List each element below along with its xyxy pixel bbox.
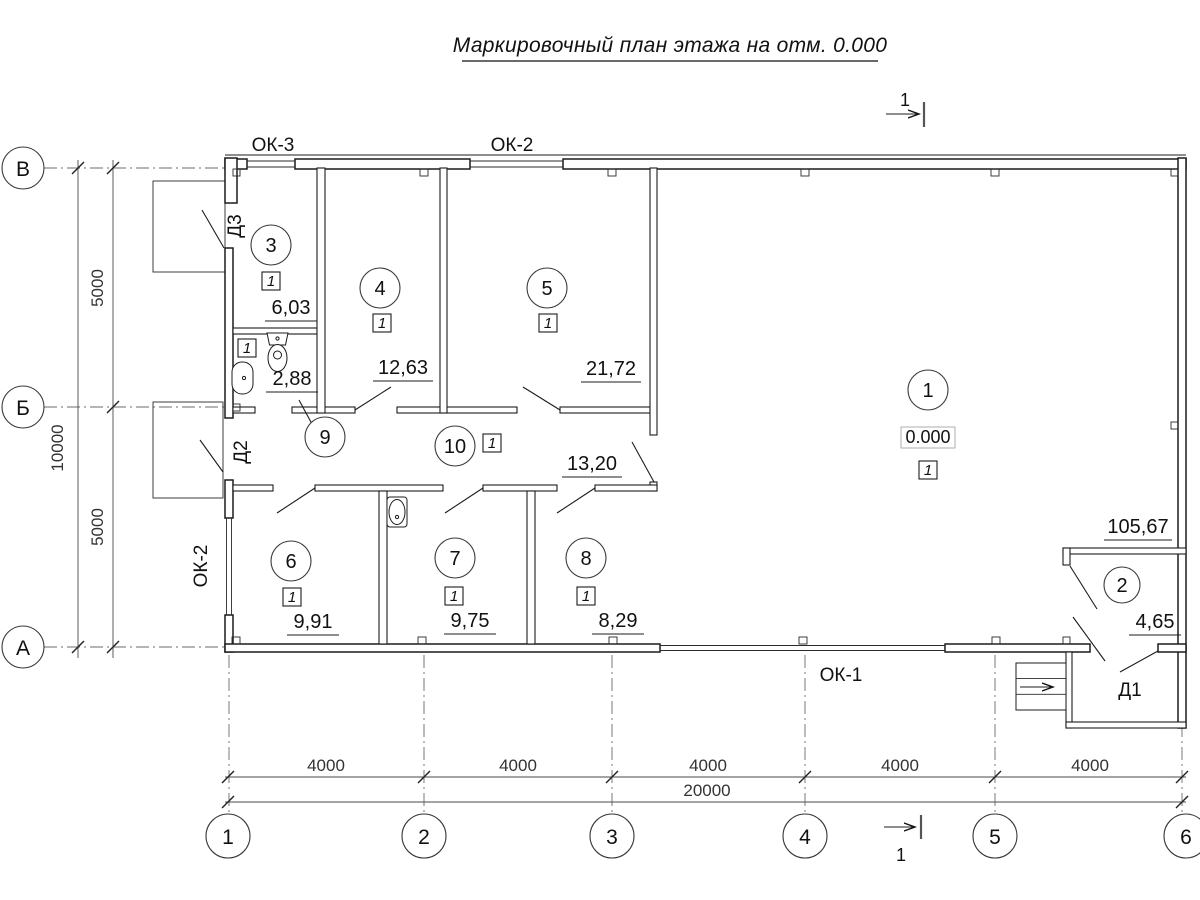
room-number: 2 bbox=[1116, 575, 1128, 597]
wall-segment bbox=[1066, 722, 1186, 728]
floor-type: 1 bbox=[266, 273, 276, 290]
wall-segment bbox=[1178, 158, 1186, 728]
door-leaf-d3 bbox=[202, 210, 224, 248]
door-leaf-room8 bbox=[557, 488, 595, 513]
room-area: 21,72 bbox=[585, 358, 637, 380]
dim-row-total: 10000 bbox=[48, 424, 67, 472]
floor-type: 1 bbox=[543, 315, 553, 332]
dim-col-spacing: 4000 bbox=[881, 756, 919, 775]
dim-col-spacing: 4000 bbox=[307, 756, 345, 775]
room-number: 9 bbox=[319, 427, 331, 449]
wall-segment bbox=[1063, 548, 1186, 554]
wall-segment bbox=[315, 485, 443, 491]
axis-col-label: 5 bbox=[989, 826, 1001, 849]
floor-type: 1 bbox=[287, 589, 297, 606]
dim-row-spacing: 5000 bbox=[88, 508, 107, 546]
room-area: 8,29 bbox=[598, 610, 638, 632]
room-number: 10 bbox=[443, 436, 467, 458]
room-number: 4 bbox=[374, 278, 386, 300]
door-leaf-hall bbox=[632, 442, 654, 482]
wall-segment bbox=[595, 485, 657, 491]
section-mark-top bbox=[886, 90, 924, 127]
axis-row-label: В bbox=[15, 158, 31, 181]
floor-type: 1 bbox=[377, 315, 387, 332]
axis-col-label: 6 bbox=[1180, 826, 1192, 849]
axis-row-label: А bbox=[15, 637, 31, 660]
door-leaf-d2 bbox=[200, 440, 223, 472]
room-number: 1 bbox=[922, 380, 934, 402]
axis-row-label: Б bbox=[16, 397, 30, 420]
axis-col-label: 1 bbox=[222, 826, 234, 849]
wall-segment bbox=[650, 168, 657, 435]
bottom-dimensions bbox=[222, 756, 1188, 808]
wc-sink-drain bbox=[242, 376, 245, 379]
dim-row-spacing: 5000 bbox=[88, 269, 107, 307]
wall-segment bbox=[483, 485, 557, 491]
door-leaf-room5 bbox=[523, 387, 560, 410]
wall-segment bbox=[1158, 644, 1186, 652]
room-area: 4,65 bbox=[1135, 611, 1175, 633]
wall-segment bbox=[225, 480, 233, 518]
porch-bottom bbox=[153, 402, 223, 498]
grid-axis-circles bbox=[2, 147, 1200, 858]
dim-col-spacing: 4000 bbox=[1071, 756, 1109, 775]
drawing-title: Маркировочный план этажа на отм. 0.000 bbox=[452, 34, 888, 57]
wall-segment bbox=[1063, 548, 1070, 565]
axis-col-label: 4 bbox=[799, 826, 811, 849]
wall-segment bbox=[560, 407, 650, 413]
door-leaf-room7 bbox=[445, 488, 483, 513]
wall-segment bbox=[527, 491, 535, 644]
axis-col-label: 2 bbox=[418, 826, 430, 849]
wall-segment bbox=[225, 644, 660, 652]
wall-segment bbox=[397, 407, 517, 413]
door-leaf-room4 bbox=[355, 387, 391, 410]
room-area: 105,67 bbox=[1107, 516, 1169, 538]
room-area: 9,75 bbox=[450, 610, 490, 632]
window-label-ok1: ОК-1 bbox=[819, 665, 863, 686]
door-leaf-d1 bbox=[1073, 617, 1105, 661]
room7-sink-bowl bbox=[389, 500, 405, 525]
section-mark-label: 1 bbox=[899, 90, 911, 110]
window-label-ok3: ОК-3 bbox=[251, 135, 295, 156]
dim-col-total: 20000 bbox=[683, 781, 731, 800]
toilet-button bbox=[276, 337, 279, 340]
door-label-d2: Д2 bbox=[231, 440, 252, 464]
room-area: 13,20 bbox=[566, 453, 618, 475]
toilet-flush bbox=[274, 351, 282, 359]
wall-segment bbox=[1066, 652, 1072, 728]
room-area: 12,63 bbox=[377, 357, 429, 379]
axis-col-label: 3 bbox=[606, 826, 618, 849]
room-area: 9,91 bbox=[293, 611, 333, 633]
room-area: 2,88 bbox=[272, 368, 312, 390]
room-number: 7 bbox=[449, 548, 461, 570]
wall-segment bbox=[440, 168, 447, 413]
wall-segment bbox=[233, 485, 273, 491]
room-number: 8 bbox=[580, 548, 592, 570]
wall-segment bbox=[225, 158, 237, 203]
wall-segment bbox=[317, 168, 325, 413]
door-leaf-room6 bbox=[277, 488, 315, 513]
column-markers bbox=[232, 169, 1178, 644]
section-mark-bottom bbox=[884, 815, 921, 865]
left-dimensions bbox=[48, 160, 119, 658]
wall-segment bbox=[379, 491, 387, 644]
room-number: 6 bbox=[285, 551, 297, 573]
door-label-d1: Д1 bbox=[1118, 680, 1142, 701]
wall-segment bbox=[945, 644, 1090, 652]
room-number: 5 bbox=[541, 278, 553, 300]
room-area: 6,03 bbox=[271, 297, 311, 319]
porch-top bbox=[153, 181, 225, 272]
floor-type: 1 bbox=[487, 435, 497, 452]
door-d1-leader bbox=[1120, 651, 1158, 672]
elevation-value: 0.000 bbox=[905, 427, 951, 447]
window-label-ok2-left: ОК-2 bbox=[191, 544, 212, 588]
room-areas bbox=[265, 297, 1181, 635]
walls bbox=[225, 155, 1186, 728]
wall-segment bbox=[225, 248, 233, 418]
floor-type: 1 bbox=[449, 588, 459, 605]
floor-type: 1 bbox=[242, 340, 252, 357]
room-number: 3 bbox=[265, 235, 277, 257]
wall-segment bbox=[233, 407, 255, 413]
floor-type: 1 bbox=[581, 588, 591, 605]
dim-col-spacing: 4000 bbox=[499, 756, 537, 775]
room7-sink-drain bbox=[395, 515, 398, 518]
section-mark-label: 1 bbox=[895, 845, 907, 865]
door-label-d3: Д3 bbox=[225, 214, 246, 238]
door-leaf-vestibule bbox=[1070, 566, 1097, 609]
window-label-ok2-top: ОК-2 bbox=[490, 135, 534, 156]
floor-type: 1 bbox=[923, 462, 933, 479]
dim-col-spacing: 4000 bbox=[689, 756, 727, 775]
